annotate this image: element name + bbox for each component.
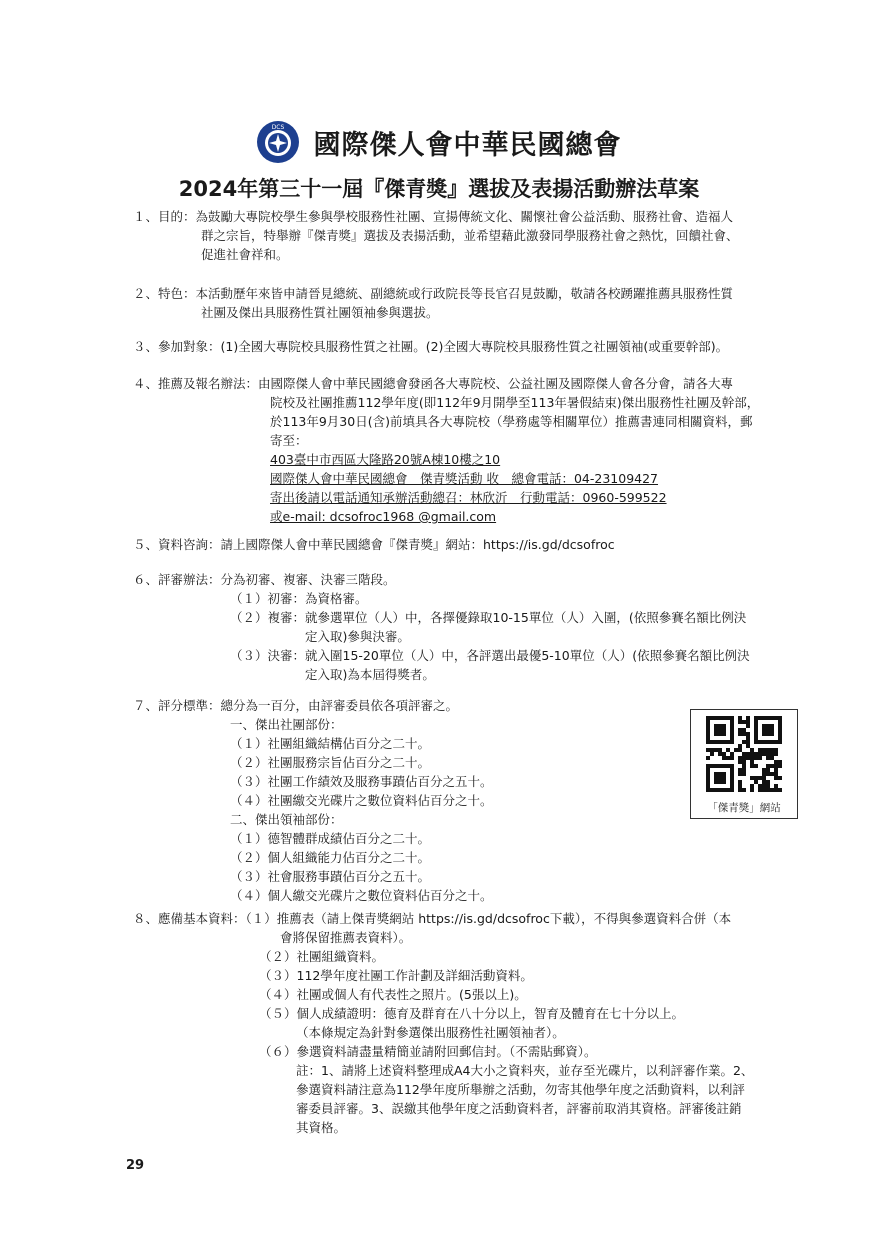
doc-line: 院校及社團推薦112學年度(即112年9月開學至113年暑假結束)傑出服務性社團及幹部， (270, 395, 760, 410)
doc-line: （３）112學年度社團工作計劃及詳細活動資料。 (259, 968, 533, 983)
page-number: 29 (126, 1158, 145, 1173)
doc-line: （４）個人繳交光碟片之數位資料佔百分之十。 (230, 888, 493, 903)
doc-line: 於113年9月30日(含)前填具各大專院校（學務處等相關單位）推薦書連同相關資料，郵 (270, 414, 753, 429)
doc-line: （６）參選資料請盡量精簡並請附回郵信封。（不需貼郵資）。 (259, 1044, 597, 1059)
doc-line: 社團及傑出具服務性質社團領袖參與選拔。 (201, 305, 439, 320)
doc-line: （２）複審：就參選單位（人）中，各擇優錄取10-15單位（人）入圍，(依照參賽名額比例決 (230, 610, 747, 625)
doc-line: １、目的：為鼓勵大專院校學生參與學校服務性社團、宣揚傳統文化、關懷社會公益活動、服務社會、造福人 (133, 209, 734, 224)
doc-line: （４）社團或個人有代表性之照片。(5張以上)。 (259, 987, 527, 1002)
doc-line: 定入取)為本屆得獎者。 (305, 667, 435, 682)
doc-line: ７、評分標準：總分為一百分，由評審委員依各項評審之。 (133, 698, 459, 713)
qr-code-icon (706, 716, 782, 796)
doc-line: ６、評審辦法：分為初審、複審、決審三階段。 (133, 572, 396, 587)
doc-line: ８、應備基本資料：（１）推薦表（請上傑青獎網站 https://is.gd/dcsofroc下載），不得與參選資料合併（本 (133, 911, 732, 926)
doc-line: （１）社團組織結構佔百分之二十。 (230, 736, 431, 751)
doc-line: ２、特色：本活動歷年來皆申請晉見總統、副總統或行政院長等長官召見鼓勵，敬請各校踴躍推薦具服務性質 (133, 286, 734, 301)
doc-line: （４）社團繳交光碟片之數位資料佔百分之十。 (230, 793, 493, 808)
contact-coordinator: 寄出後請以電話通知承辦活動總召：林欣沂 行動電話：0960-599522 (270, 490, 667, 505)
doc-line: ４、推薦及報名辦法：由國際傑人會中華民國總會發函各大專院校、公益社團及國際傑人會各分會，請各大專 (133, 376, 734, 391)
doc-line: （１）初審：為資格審。 (230, 591, 368, 606)
doc-line: ５、資料咨詢：請上國際傑人會中華民國總會『傑青獎』網站：https://is.gd/dcsofroc (133, 537, 615, 552)
doc-line: 其資格。 (296, 1120, 347, 1135)
doc-line: ３、參加對象：(1)全國大專院校具服務性質之社團。(2)全國大專院校具服務性質之社團領袖(或重要幹部)。 (133, 339, 729, 354)
doc-line: （２）社團服務宗旨佔百分之二十。 (230, 755, 431, 770)
doc-line: （５）個人成績證明：德育及群育在八十分以上，智育及體育在七十分以上。 (259, 1006, 685, 1021)
doc-line: 一、傑出社團部份： (230, 717, 343, 732)
doc-line: 二、傑出領袖部份： (230, 812, 343, 827)
doc-line: 註：1、請將上述資料整理成A4大小之資料夾，並存至光碟片，以利評審作業。2、 (296, 1063, 754, 1078)
doc-line: （２）個人組織能力佔百分之二十。 (230, 850, 431, 865)
doc-line: 定入取)參與決審。 (305, 629, 410, 644)
org-name: 國際傑人會中華民國總會 (313, 129, 622, 161)
doc-line: 審委員評審。3、誤繳其他學年度之活動資料者，評審前取消其資格。評審後註銷 (296, 1101, 742, 1116)
doc-line: （本條規定為針對參選傑出服務性社團領袖者）。 (296, 1025, 565, 1040)
doc-line: 群之宗旨，特舉辦『傑青獎』選拔及表揚活動，並希望藉此激發同學服務社會之熱忱，回饋社會、 (201, 228, 739, 243)
doc-line: （１）德智體群成績佔百分之二十。 (230, 831, 431, 846)
org-logo-icon (256, 120, 300, 164)
contact-email[interactable]: 或e-mail: dcsofroc1968 @gmail.com (270, 509, 497, 524)
logo-text: DCS (272, 124, 285, 131)
doc-line: （３）社會服務事蹟佔百分之五十。 (230, 869, 431, 884)
doc-line: 寄至： (270, 433, 308, 448)
doc-line: 促進社會祥和。 (201, 247, 289, 262)
qr-code-panel[interactable] (690, 709, 798, 819)
qr-caption: 「傑青獎」網站 (707, 802, 781, 814)
doc-line: 參選資料請注意為112學年度所舉辦之活動，勿寄其他學年度之活動資料，以利評 (296, 1082, 745, 1097)
doc-line: （３）社團工作績效及服務事蹟佔百分之五十。 (230, 774, 493, 789)
doc-line: （３）決審：就入圍15-20單位（人）中，各評選出最優5-10單位（人）(依照參賽名額比例決 (230, 648, 750, 663)
doc-line: 會將保留推薦表資料）。 (280, 930, 412, 945)
document-title: 2024年第三十一屆『傑青獎』選拔及表揚活動辦法草案 (178, 177, 700, 201)
org-header (0, 120, 878, 164)
doc-line: （２）社團組織資料。 (259, 949, 385, 964)
mailing-address: 403臺中市西區大隆路20號A棟10樓之10 (270, 452, 501, 467)
contact-office: 國際傑人會中華民國總會 傑青獎活動 收 總會電話：04-23109427 (270, 471, 659, 486)
